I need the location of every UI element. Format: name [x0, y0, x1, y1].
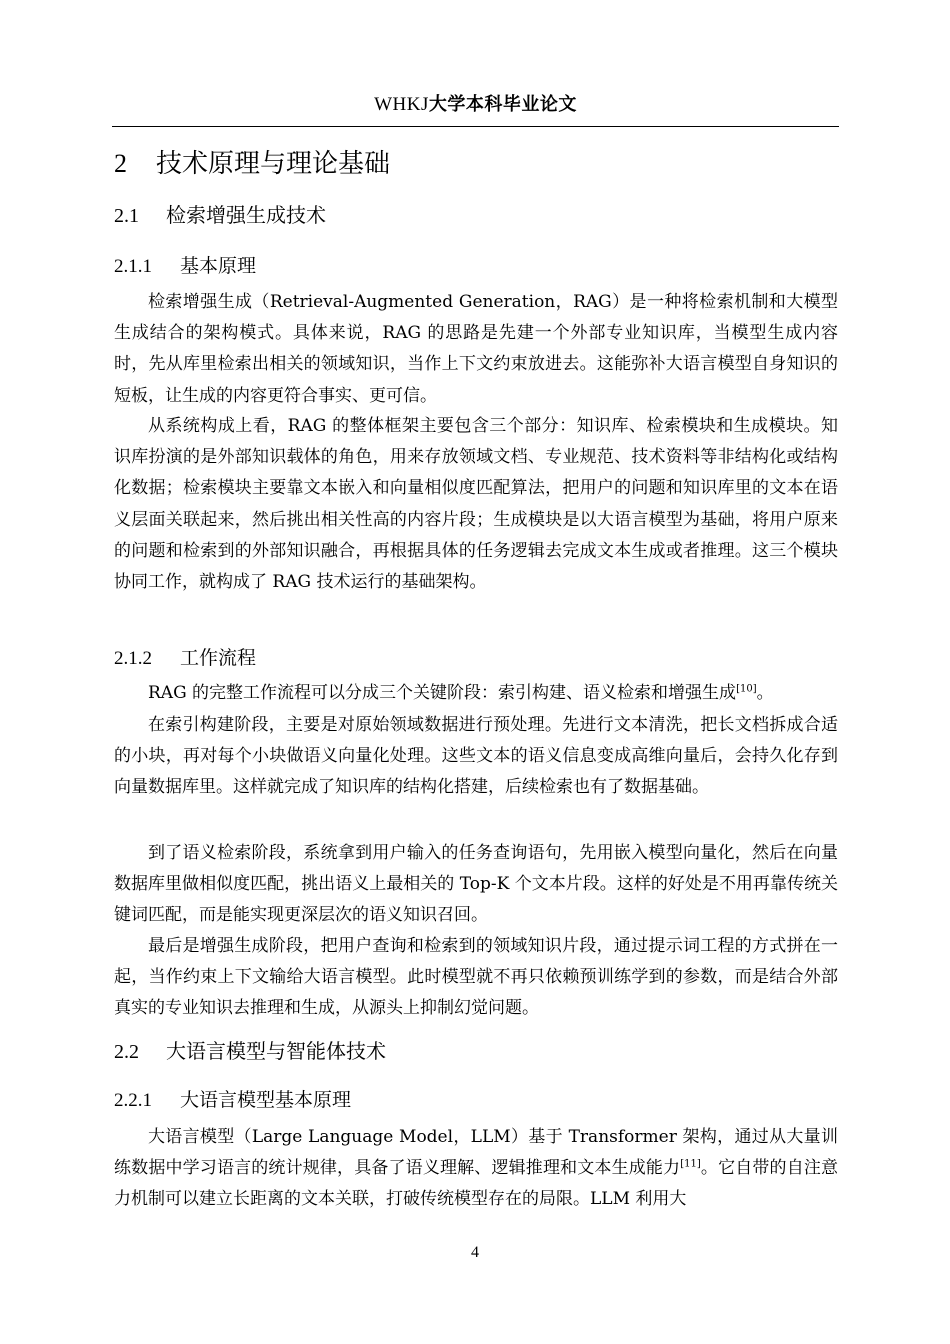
subsection-number: 2.2.1	[114, 1090, 152, 1111]
section-heading-2-1	[114, 199, 326, 228]
section-title: 大语言模型与智能体技术	[166, 1039, 386, 1063]
citation-ref: [11]	[680, 1158, 701, 1170]
paragraph-generation-stage: 最后是增强生成阶段，把用户查询和检索到的领域知识片段，通过提示词工程的方式拼在一起，当作约束上下文输给大语言模型。此时模型就不再只依赖预训练学到的参数，而是结合外部真实的专业知识去推理和生成，从源头上抑制幻觉问题。	[114, 936, 838, 1019]
chapter-title: 技术原理与理论基础	[156, 149, 391, 179]
paragraph-llm-principle	[114, 1122, 838, 1216]
chapter-heading	[114, 143, 390, 180]
paragraph-text: RAG 的完整工作流程可以分成三个关键阶段：索引构建、语义检索和增强生成	[148, 683, 737, 703]
chapter-number: 2	[114, 149, 127, 178]
header-prefix: WHKJ	[374, 94, 429, 115]
subsection-title: 工作流程	[180, 647, 257, 669]
paragraph-rag-definition: 检索增强生成（Retrieval-Augmented Generation，RAG）是一种将检索机制和大模型生成结合的架构模式。具体来说，RAG 的思路是先建一个外部专业知识库，当模型生成内容时，先从库里检索出相关的领域知识，当作上下文约束放进去。这能弥补大语言模型自身知识的短板，让生成的内容更符合事实、更可信。	[114, 292, 838, 406]
paragraph-retrieval-stage: 到了语义检索阶段，系统拿到用户输入的任务查询语句，先用嵌入模型向量化，然后在向量数据库里做相似度匹配，挑出语义上最相关的 Top-K 个文本片段。这样的好处是不用再靠传统关键词匹配，而是能实现更深层次的语义知识召回。	[114, 843, 838, 926]
section-number: 2.1	[114, 205, 139, 227]
paragraph-workflow-intro	[114, 678, 838, 709]
paragraph-text-end: 。	[756, 683, 774, 703]
subsection-title: 大语言模型基本原理	[180, 1089, 352, 1111]
citation-ref: [10]	[736, 683, 757, 695]
paragraph-text-end: 。它自带的自注意力机制可以建立长距离的文本关联，打破传统模型存在的局限。LLM 利用大	[114, 1158, 839, 1210]
paragraph-text: 大语言模型（Large Language Model，LLM）基于 Transformer 架构，通过从大量训练数据中学习语言的统计规律，具备了语义理解、逻辑推理和文本生成能力	[114, 1127, 838, 1179]
paragraph-rag-architecture: 从系统构成上看，RAG 的整体框架主要包含三个部分：知识库、检索模块和生成模块。知识库扮演的是外部知识载体的角色，用来存放领域文档、专业规范、技术资料等非结构化或结构化数据；检索模块主要靠文本嵌入和向量相似度匹配算法，把用户的问题和知识库里的文本在语义层面关联起来，然后挑出相关性高的内容片段；生成模块是以大语言模型为基础，将用户原来的问题和检索到的外部知识融合，再根据具体的任务逻辑去完成文本生成或者推理。这三个模块协同工作，就构成了 RAG 技术运行的基础架构。	[114, 416, 838, 593]
page-header	[112, 86, 839, 127]
page-number: 4	[471, 1244, 479, 1261]
header-university-title: 大学本科毕业论文	[428, 94, 577, 115]
subsection-heading-2-2-1	[114, 1085, 351, 1112]
subsection-heading-2-1-2	[114, 643, 256, 670]
section-title: 检索增强生成技术	[166, 203, 326, 227]
subsection-title: 基本原理	[180, 255, 257, 277]
subsection-number: 2.1.1	[114, 256, 152, 277]
subsection-heading-2-1-1	[114, 251, 256, 278]
paragraph-indexing-stage: 在索引构建阶段，主要是对原始领域数据进行预处理。先进行文本清洗，把长文档拆成合适的小块，再对每个小块做语义向量化处理。这些文本的语义信息变成高维向量后，会持久化存到向量数据库里。这样就完成了知识库的结构化搭建，后续检索也有了数据基础。	[114, 715, 838, 798]
section-number: 2.2	[114, 1041, 139, 1063]
subsection-number: 2.1.2	[114, 648, 152, 669]
header-title	[112, 90, 839, 116]
section-heading-2-2	[114, 1035, 386, 1064]
